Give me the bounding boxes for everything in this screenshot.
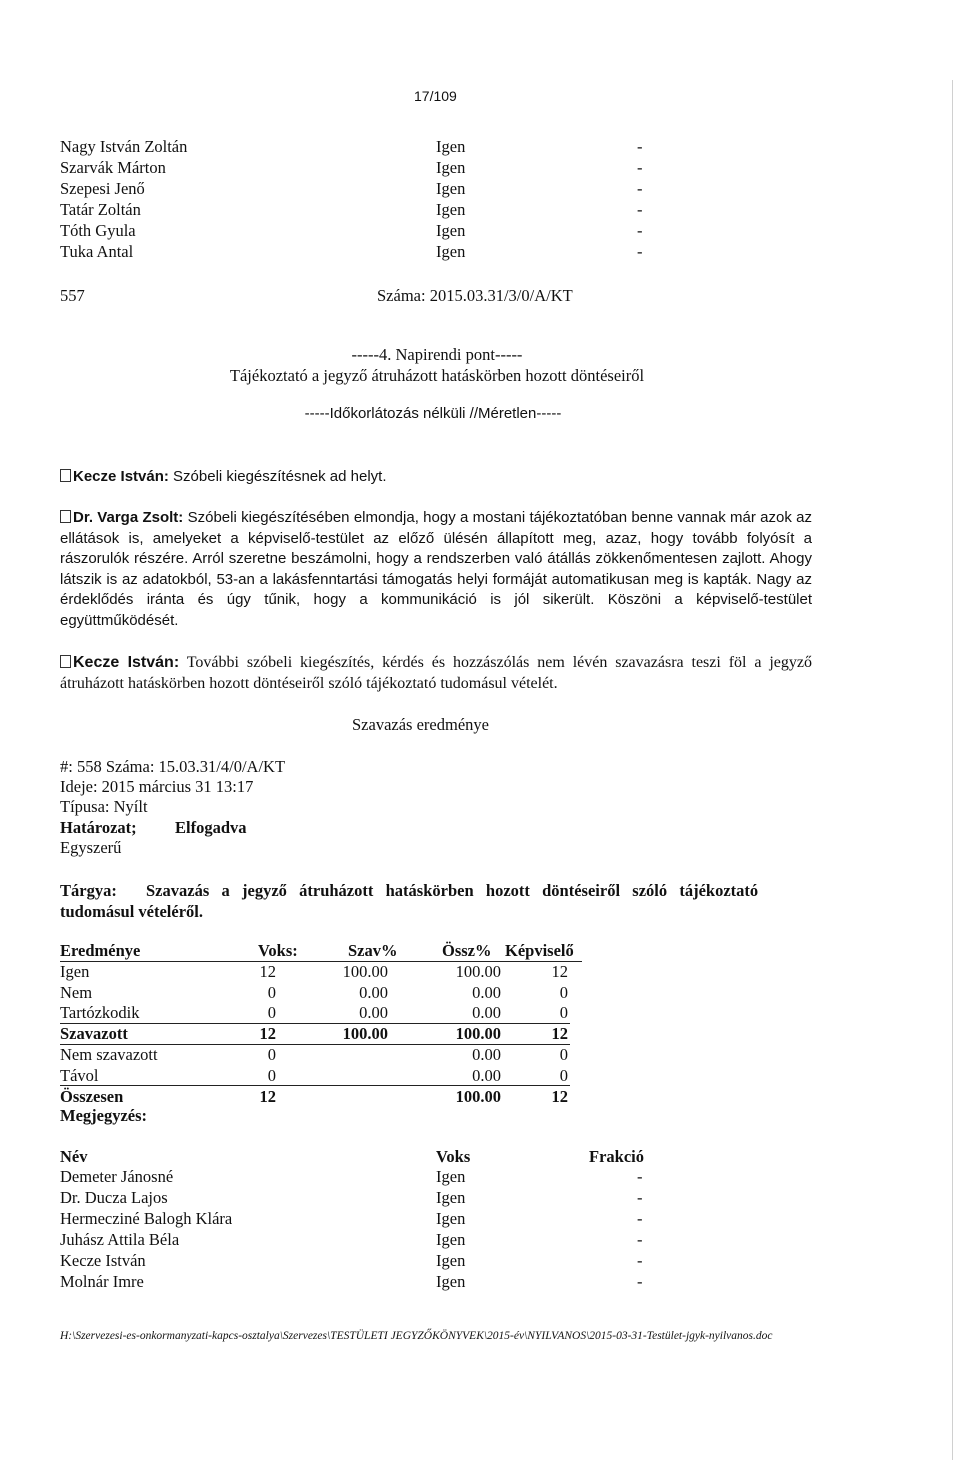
results-header: Eredménye xyxy=(60,941,141,960)
results-header: Szav% xyxy=(348,941,398,960)
results-header: Össz% xyxy=(442,941,492,960)
agenda-point: -----4. Napirendi pont----- xyxy=(351,345,523,364)
top-vote-fraction: - xyxy=(637,137,643,156)
results-row-label: Összesen xyxy=(60,1087,124,1106)
speech-varga xyxy=(60,508,812,631)
results-row-szav: 0.00 xyxy=(359,1003,388,1022)
top-vote-name: Tóth Gyula xyxy=(60,221,136,240)
names-row-fraction: - xyxy=(637,1272,643,1291)
names-row-fraction: - xyxy=(637,1251,643,1270)
top-vote-value: Igen xyxy=(436,158,466,177)
results-row-label: Nem xyxy=(60,983,93,1002)
vote-date-line: Ideje: 2015 március 31 13:17 xyxy=(60,777,254,796)
results-row-kepv: 0 xyxy=(559,1066,568,1085)
names-header: Frakció xyxy=(589,1147,644,1166)
top-vote-fraction: - xyxy=(637,221,643,240)
results-row-szav: 0.00 xyxy=(359,983,388,1002)
results-row-voks: 0 xyxy=(267,983,276,1002)
results-row-voks: 12 xyxy=(259,1024,276,1043)
results-row-voks: 12 xyxy=(259,1087,276,1106)
results-row-ossz: 0.00 xyxy=(472,1045,501,1064)
speech-text: További szóbeli kiegészítés, kérdés és hozzászólás nem lévén szavazásra teszi föl a jegyző átruházott hatáskörben hozott döntéseiről szóló tájékoztató tudomásul vételét. xyxy=(60,654,812,692)
names-row-vote: Igen xyxy=(436,1188,466,1207)
record-szama: Száma: 2015.03.31/3/0/A/KT xyxy=(377,286,573,305)
checkbox-icon xyxy=(60,655,71,668)
checkbox-icon xyxy=(60,469,71,482)
top-vote-fraction: - xyxy=(637,200,643,219)
results-row-kepv: 12 xyxy=(551,1024,568,1043)
page-number: 17/109 xyxy=(414,88,457,104)
results-row-label: Igen xyxy=(60,962,90,981)
names-row-name: Dr. Ducza Lajos xyxy=(60,1188,168,1207)
top-vote-name: Tatár Zoltán xyxy=(60,200,141,219)
results-row-label: Távol xyxy=(60,1066,99,1085)
results-row-kepv: 12 xyxy=(551,1087,568,1106)
vote-majority-line: Egyszerű xyxy=(60,838,122,857)
results-row-voks: 0 xyxy=(267,1066,276,1085)
speaker-name: Kecze István: xyxy=(73,468,169,485)
vote-id-line: #: 558 Száma: 15.03.31/4/0/A/KT xyxy=(60,757,286,776)
names-row-fraction: - xyxy=(637,1188,643,1207)
top-vote-name: Tuka Antal xyxy=(60,242,134,261)
results-row-voks: 0 xyxy=(267,1045,276,1064)
results-header-underline xyxy=(60,961,582,962)
top-vote-value: Igen xyxy=(436,221,466,240)
note-label: Megjegyzés: xyxy=(60,1106,148,1125)
footer-file-path: H:\Szervezesi-es-onkormanyzati-kapcs-osztalya\Szervezes\TESTÜLETI JEGYZŐKÖNYVEK\2015-év\NYILVANOS\2015-03-31-Testület-jgyk-nyilvanos.doc xyxy=(60,1330,773,1342)
top-vote-fraction: - xyxy=(637,179,643,198)
speech-kecze-2 xyxy=(60,653,812,694)
results-header: Képviselő xyxy=(505,941,574,960)
names-row-vote: Igen xyxy=(436,1230,466,1249)
results-row-ossz: 100.00 xyxy=(455,1024,501,1043)
names-row-name: Molnár Imre xyxy=(60,1272,144,1291)
names-row-name: Demeter Jánosné xyxy=(60,1167,174,1186)
results-row-voks: 12 xyxy=(259,962,276,981)
agenda-title: Tájékoztató a jegyző átruházott hatáskörben hozott döntéseiről xyxy=(229,366,645,385)
scan-edge-line xyxy=(952,80,953,1460)
results-row-label: Nem szavazott xyxy=(60,1045,158,1064)
top-vote-value: Igen xyxy=(436,179,466,198)
names-row-name: Hermecziné Balogh Klára xyxy=(60,1209,233,1228)
speaker-name: Dr. Varga Zsolt: xyxy=(73,509,184,526)
names-row-vote: Igen xyxy=(436,1272,466,1291)
record-number: 557 xyxy=(60,286,85,305)
top-vote-name: Nagy István Zoltán xyxy=(60,137,188,156)
agenda-subtitle: -----Időkorlátozás nélküli //Méretlen----- xyxy=(304,405,562,422)
results-row-label: Tartózkodik xyxy=(60,1003,140,1022)
results-row-kepv: 12 xyxy=(551,962,568,981)
results-header: Voks: xyxy=(258,941,298,960)
names-row-vote: Igen xyxy=(436,1167,466,1186)
subject-line-1: Szavazás a jegyző átruházott hatáskörben hozott döntéseiről szóló tájékoztató xyxy=(146,881,759,900)
checkbox-icon xyxy=(60,510,71,523)
top-vote-name: Szepesi Jenő xyxy=(60,179,145,198)
names-row-fraction: - xyxy=(637,1230,643,1249)
names-row-fraction: - xyxy=(637,1209,643,1228)
names-row-name: Kecze István xyxy=(60,1251,146,1270)
top-vote-fraction: - xyxy=(637,242,643,261)
names-row-fraction: - xyxy=(637,1167,643,1186)
results-row-label: Szavazott xyxy=(60,1024,128,1043)
results-row-kepv: 0 xyxy=(559,1003,568,1022)
top-vote-name: Szarvák Márton xyxy=(60,158,166,177)
names-header: Név xyxy=(60,1147,88,1166)
names-row-vote: Igen xyxy=(436,1209,466,1228)
top-vote-fraction: - xyxy=(637,158,643,177)
results-row-kepv: 0 xyxy=(559,1045,568,1064)
results-row-ossz: 100.00 xyxy=(455,1087,501,1106)
results-row-kepv: 0 xyxy=(559,983,568,1002)
results-row-ossz: 0.00 xyxy=(472,1066,501,1085)
vote-heading: Szavazás eredménye xyxy=(352,715,489,734)
speech-text: Szóbeli kiegészítésnek ad helyt. xyxy=(168,468,387,485)
resolution-value: Elfogadva xyxy=(175,818,247,837)
speech-text: Szóbeli kiegészítésében elmondja, hogy a mostani tájékoztatóban benne vannak már azok az ellátások is, amelyeket a képviselő-testület az előző ülésén állapított meg, azaz, hogy tovább folyósít a rászorulók részére. Arról szeretne beszámolni, hogy a rendszerben való átállás zökkenőmentesen zajlott. Ahogy látszik is az adatokból, 53-an a lakásfenntartási támogatás helyi formáját automatikusan meg is kapták. Nagy az érdeklődés iránta és úgy tűnik, hogy a kommunikáció is jól sikerült. Köszöni a képviselő-testület együttműködését. xyxy=(60,509,812,629)
vote-type-line: Típusa: Nyílt xyxy=(60,797,148,816)
results-row-ossz: 0.00 xyxy=(472,983,501,1002)
results-row-szav: 100.00 xyxy=(342,1024,388,1043)
speaker-name: Kecze István: xyxy=(73,654,180,671)
top-vote-value: Igen xyxy=(436,200,466,219)
top-vote-value: Igen xyxy=(436,137,466,156)
results-row-ossz: 100.00 xyxy=(455,962,501,981)
subject-label: Tárgya: xyxy=(60,881,117,900)
names-row-name: Juhász Attila Béla xyxy=(60,1230,180,1249)
results-divider xyxy=(60,1085,570,1086)
results-row-ossz: 0.00 xyxy=(472,1003,501,1022)
names-row-vote: Igen xyxy=(436,1251,466,1270)
subject-line-2: tudomásul vételéről. xyxy=(60,902,203,921)
results-row-voks: 0 xyxy=(267,1003,276,1022)
speech-kecze-1 xyxy=(60,467,812,488)
top-vote-value: Igen xyxy=(436,242,466,261)
names-header: Voks xyxy=(436,1147,471,1166)
resolution-label: Határozat; xyxy=(60,818,137,837)
results-row-szav: 100.00 xyxy=(342,962,388,981)
